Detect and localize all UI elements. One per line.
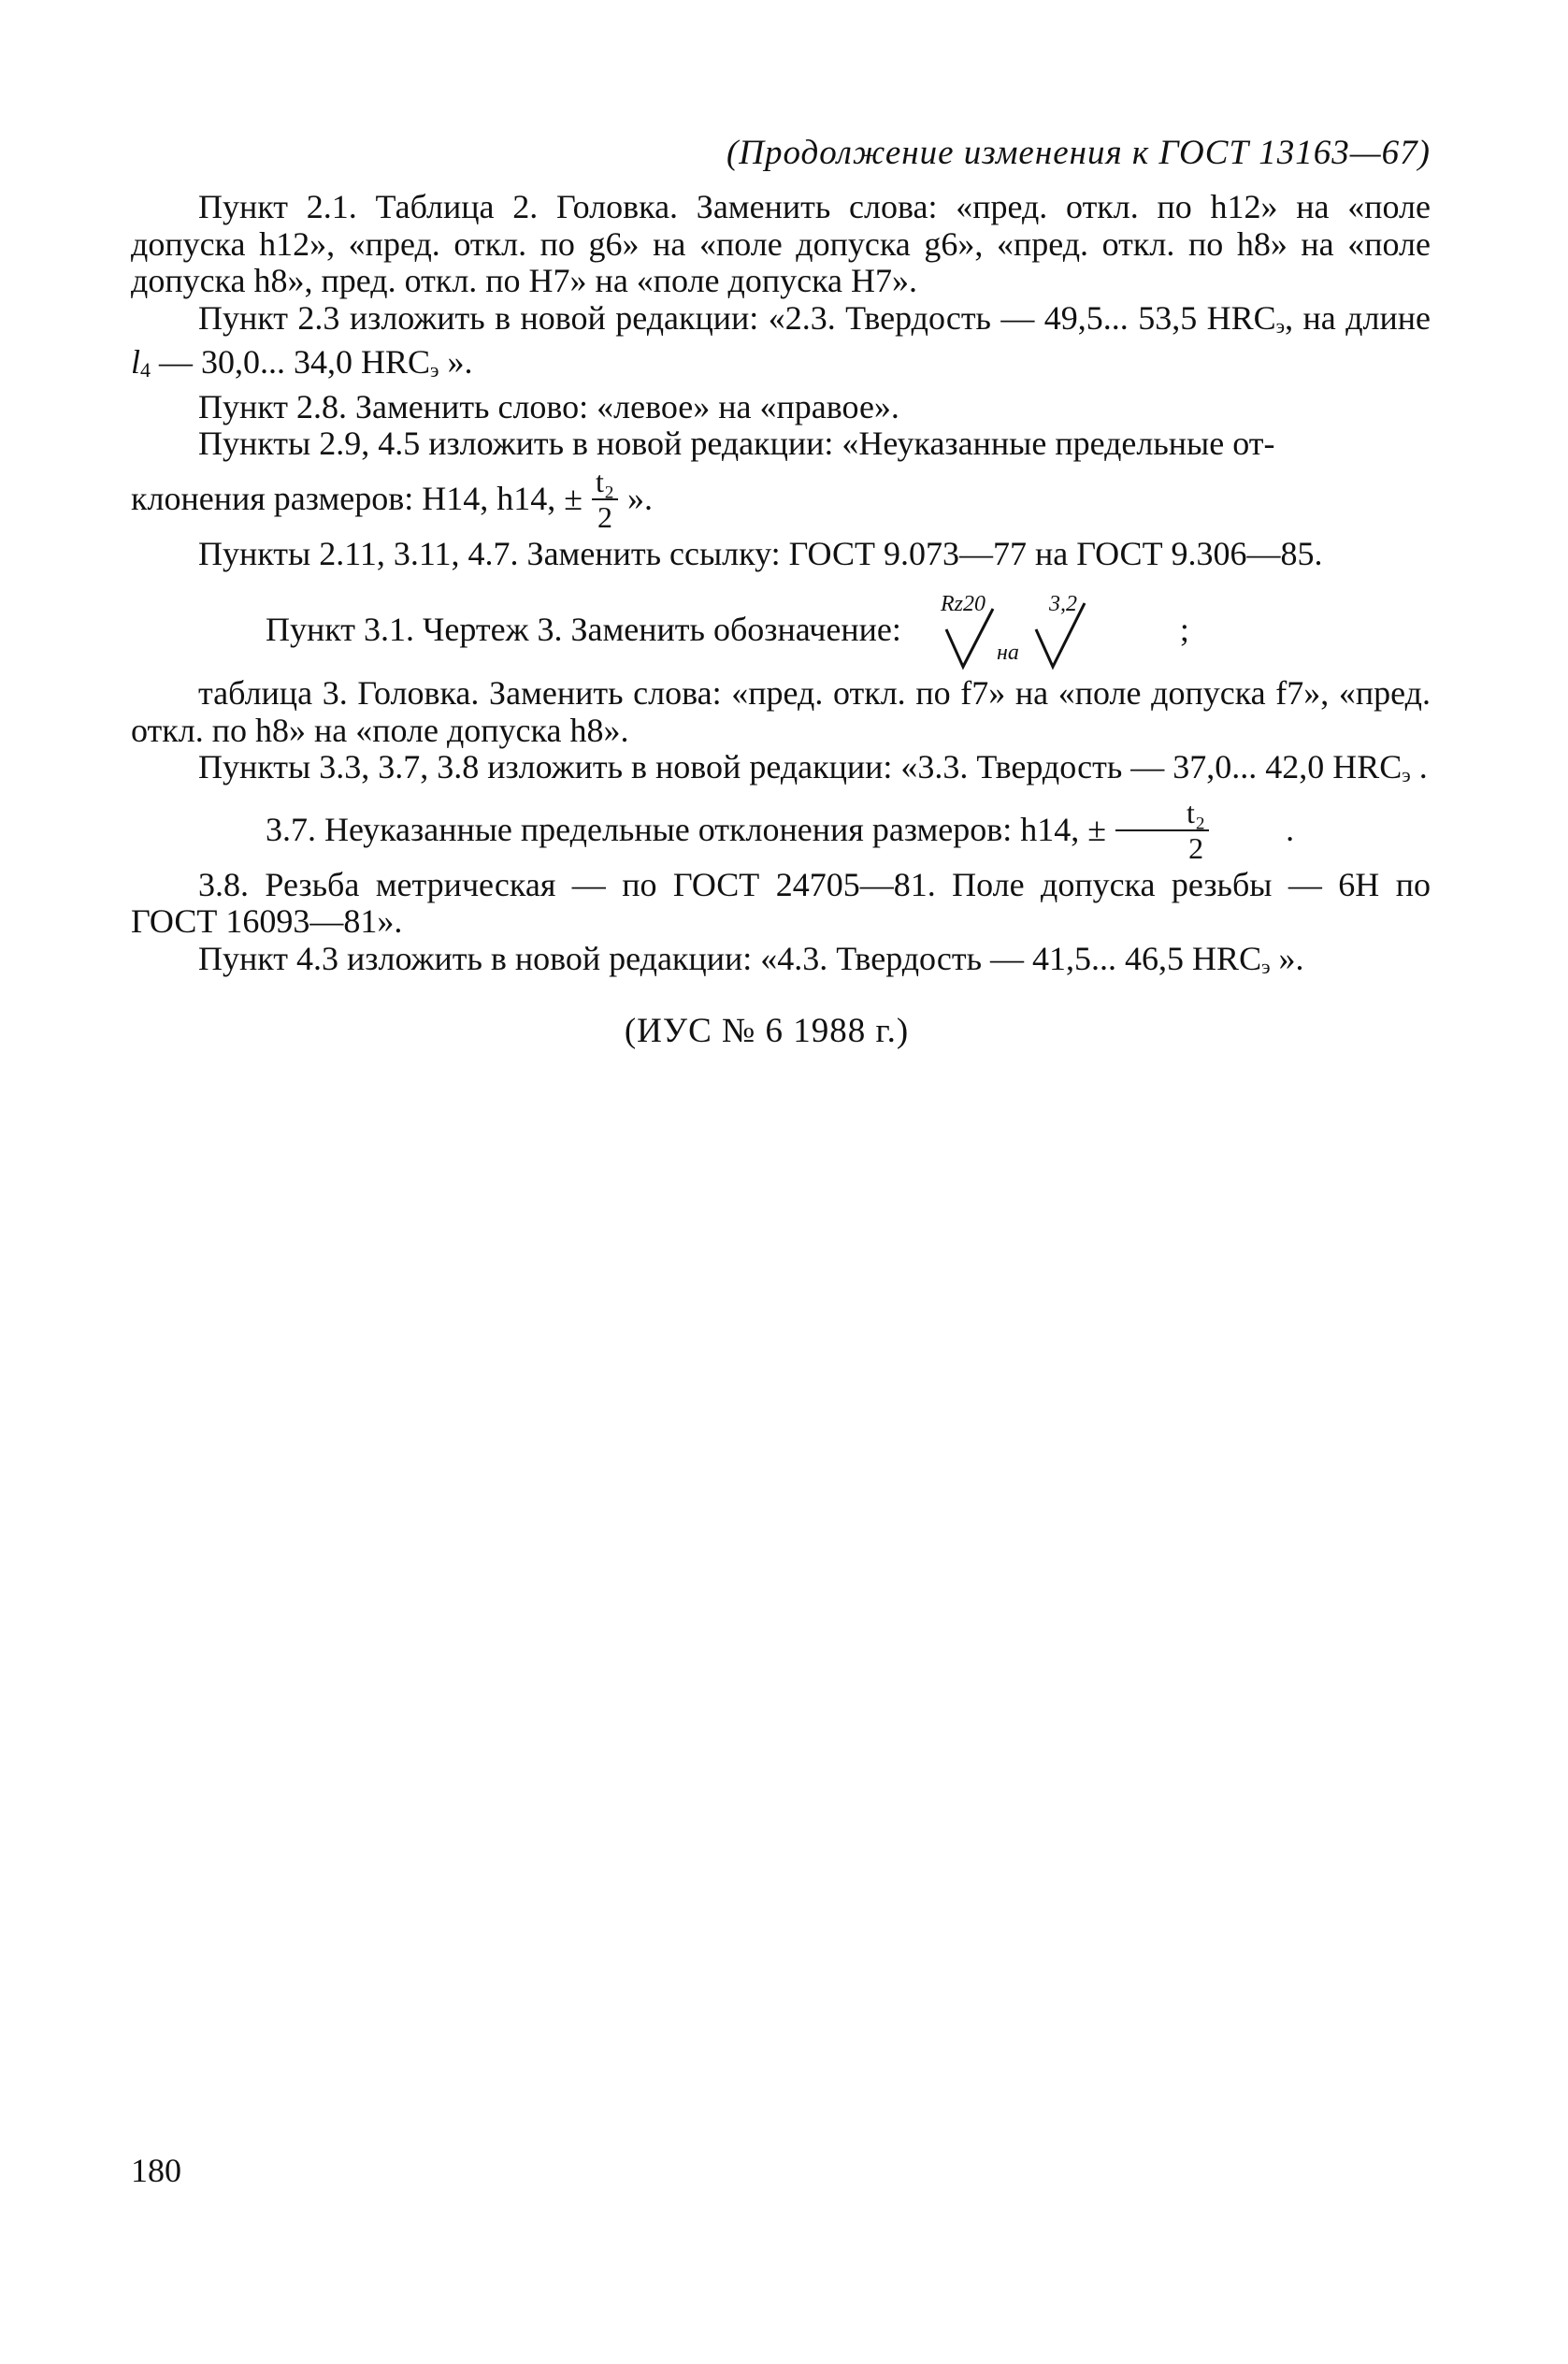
page-number: 180 bbox=[131, 2152, 181, 2189]
fraction bbox=[1115, 795, 1209, 865]
paragraph-3-7 bbox=[131, 794, 1431, 867]
text: . bbox=[1410, 748, 1428, 786]
page-header: (Продолжение изменения к ГОСТ 13163—67) bbox=[726, 134, 1431, 172]
subscript: э bbox=[1275, 313, 1286, 338]
text: Пункт 3.1. Чертеж 3. Заменить обозначение: bbox=[266, 611, 901, 649]
text: ». bbox=[439, 343, 473, 381]
fraction-numerator: t₂ bbox=[1115, 798, 1209, 831]
paragraph-2-11: Пункты 2.11, 3.11, 4.7. Заменить ссылку: ГОСТ 9.073—77 на ГОСТ 9.306—85. bbox=[198, 534, 1323, 572]
fraction-denominator: 2 bbox=[1188, 830, 1204, 865]
text: Пункт 4.3 изложить в новой редакции: «4.3. Твердость — 41,5... 46,5 HRC bbox=[198, 939, 1262, 977]
subscript: 4 bbox=[140, 358, 151, 382]
roughness-mid-label: на bbox=[996, 641, 1019, 665]
text: ». bbox=[627, 479, 654, 517]
paragraph-3-1 bbox=[131, 585, 1431, 675]
text: . bbox=[1286, 810, 1295, 848]
paragraph-2-9: Пункты 2.9, 4.5 изложить в новой редакции: «Неуказанные предельные от- bbox=[198, 425, 1275, 462]
text: Пункт 2.3 изложить в новой редакции: «2.3. Твердость — 49,5... 53,5 HRC bbox=[198, 298, 1276, 337]
subscript: э bbox=[430, 358, 439, 382]
text: клонения размеров: H14, h14, ± bbox=[131, 479, 583, 517]
fraction-numerator: t₂ bbox=[592, 467, 618, 500]
roughness-symbol-icon bbox=[939, 590, 1098, 670]
check-mark-left bbox=[946, 609, 993, 667]
imprint: (ИУС № 6 1988 г.) bbox=[624, 1012, 910, 1050]
text: ». bbox=[1270, 939, 1304, 977]
text: — 30,0... 34,0 HRC bbox=[151, 343, 431, 381]
text: , на длине bbox=[1285, 298, 1431, 337]
roughness-right-label: 3,2 bbox=[1048, 592, 1077, 616]
page-body bbox=[131, 189, 1431, 1050]
paragraph-3-3 bbox=[131, 749, 1431, 794]
subscript: э bbox=[1402, 763, 1411, 786]
paragraph-2-8: Пункт 2.8. Заменить слово: «левое» на «правое». bbox=[198, 387, 899, 425]
subscript: э bbox=[1261, 954, 1271, 978]
paragraph-table-3: таблица 3. Головка. Заменить слова: «пред. откл. по f7» на «поле допуска f7», «пред. откл. по h8» на «поле допуска h8». bbox=[131, 674, 1431, 749]
tolerance-line bbox=[131, 463, 1431, 536]
fraction-denominator: 2 bbox=[597, 499, 613, 534]
variable: l bbox=[131, 343, 141, 381]
text: Пункты 3.3, 3.7, 3.8 изложить в новой редакции: «3.3. Твердость — 37,0... 42,0 HRC bbox=[198, 748, 1403, 786]
text: ; bbox=[1179, 611, 1189, 649]
fraction bbox=[592, 464, 618, 534]
roughness-left-label: Rz20 bbox=[940, 592, 985, 616]
paragraph-2-3 bbox=[131, 300, 1431, 389]
paragraph-3-8: 3.8. Резьба метрическая — по ГОСТ 24705—81. Поле допуска резьбы — 6H по ГОСТ 16093—81». bbox=[131, 865, 1431, 940]
text: 3.7. Неуказанные предельные отклонения размеров: h14, ± bbox=[266, 810, 1107, 848]
paragraph-2-1: Пункт 2.1. Таблица 2. Головка. Заменить слова: «пред. откл. по h12» на «поле допуска h12», «пред. откл. по g6» на «поле допуска g6», «пред. откл. по h8» на «поле допуска h8», пред. откл. по H7» на «поле допуска H7». bbox=[131, 188, 1431, 299]
paragraph-4-3 bbox=[131, 941, 1431, 986]
